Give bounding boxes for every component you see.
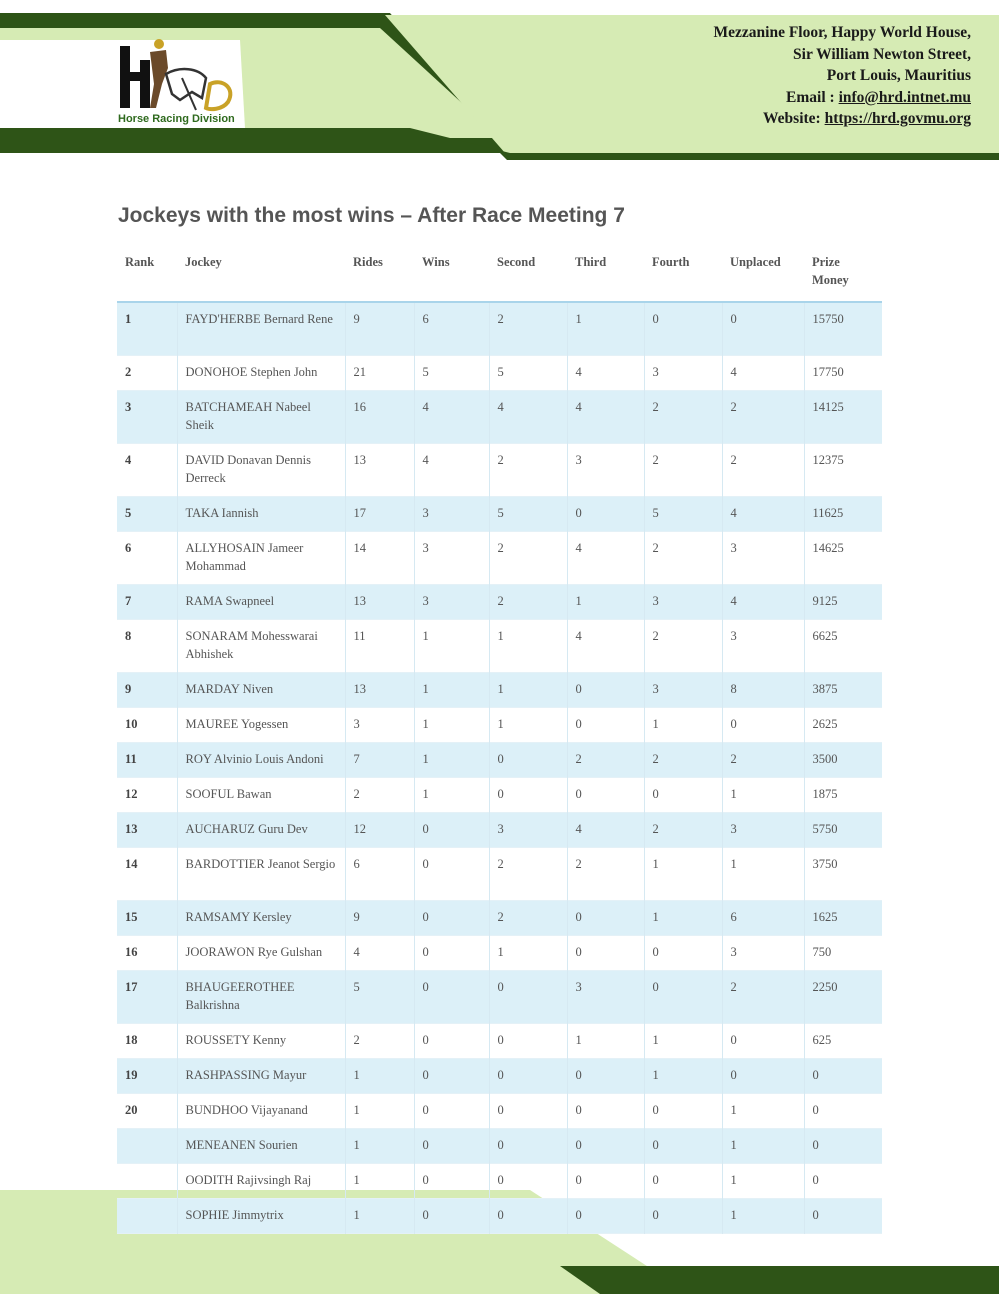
rank-cell: 16 (125, 944, 138, 959)
wins-cell: 1 (414, 672, 489, 707)
table-row (117, 900, 882, 935)
third-cell: 4 (567, 812, 644, 847)
jockey-cell: RAMA Swapneel (177, 584, 345, 619)
third-cell: 0 (567, 1163, 644, 1198)
table-row (117, 742, 882, 777)
rides-cell: 13 (345, 584, 414, 619)
wins-cell: 0 (414, 812, 489, 847)
rides-cell: 2 (345, 777, 414, 812)
third-cell: 1 (567, 584, 644, 619)
unplaced-cell: 4 (722, 496, 804, 531)
rank-cell (117, 1198, 177, 1233)
jockey-cell: DONOHOE Stephen John (177, 355, 345, 390)
prize-money-cell: 625 (804, 1023, 882, 1058)
unplaced-cell: 1 (722, 847, 804, 900)
prize-money-cell: 5750 (804, 812, 882, 847)
address-line: Port Louis, Mauritius (826, 67, 971, 84)
unplaced-cell: 1 (722, 1093, 804, 1128)
prize-money-cell: 3875 (804, 672, 882, 707)
website-line (714, 108, 971, 130)
unplaced-cell: 1 (722, 1198, 804, 1233)
table-row (117, 443, 882, 496)
table-row (117, 970, 882, 1023)
column-header-second: Second (489, 245, 567, 302)
third-cell: 0 (567, 900, 644, 935)
rides-cell: 11 (345, 619, 414, 672)
unplaced-cell: 2 (722, 742, 804, 777)
third-cell: 2 (567, 847, 644, 900)
wins-cell: 1 (414, 619, 489, 672)
email-link[interactable]: info@hrd.intnet.mu (838, 88, 971, 106)
prize-money-cell: 2250 (804, 970, 882, 1023)
wins-cell: 0 (414, 1163, 489, 1198)
table-row (117, 1198, 882, 1233)
header-right-dark-strip (500, 153, 999, 160)
rides-cell: 5 (345, 970, 414, 1023)
unplaced-cell: 0 (722, 302, 804, 355)
fourth-cell: 2 (644, 390, 722, 443)
third-cell: 0 (567, 1093, 644, 1128)
table-row (117, 1093, 882, 1128)
rides-cell: 3 (345, 707, 414, 742)
fourth-cell: 0 (644, 777, 722, 812)
rank-cell: 8 (125, 628, 132, 643)
address-line: Sir William Newton Street, (793, 45, 971, 63)
jockey-results-table (117, 245, 882, 1234)
column-header-jockey: Jockey (177, 245, 345, 302)
page-title: Jockeys with the most wins – After Race Meeting 7 (118, 204, 625, 227)
prize-money-cell: 2625 (804, 707, 882, 742)
second-cell: 2 (489, 900, 567, 935)
rank-cell: 1 (117, 302, 177, 355)
second-cell: 2 (489, 847, 567, 900)
prize-money-cell: 0 (804, 1163, 882, 1198)
rank-cell: 14 (125, 856, 138, 871)
rank-cell: 4 (125, 452, 132, 467)
third-cell: 0 (567, 935, 644, 970)
column-header-unplaced: Unplaced (722, 245, 804, 302)
wins-cell: 3 (414, 584, 489, 619)
third-cell: 4 (567, 390, 644, 443)
table-row (117, 935, 882, 970)
fourth-cell: 1 (644, 707, 722, 742)
third-cell: 1 (567, 1023, 644, 1058)
unplaced-cell: 3 (722, 812, 804, 847)
jockey-cell: SOOFUL Bawan (177, 777, 345, 812)
rank-cell: 15 (117, 900, 177, 935)
wins-cell: 0 (414, 900, 489, 935)
column-header-rides: Rides (345, 245, 414, 302)
second-cell: 5 (489, 496, 567, 531)
second-cell: 3 (489, 812, 567, 847)
jockey-cell: BARDOTTIER Jeanot Sergio (177, 847, 345, 900)
third-cell: 2 (567, 742, 644, 777)
prize-money-cell: 6625 (804, 619, 882, 672)
unplaced-cell: 4 (722, 584, 804, 619)
jockey-cell: JOORAWON Rye Gulshan (177, 935, 345, 970)
unplaced-cell: 1 (722, 1163, 804, 1198)
table-row (117, 672, 882, 707)
second-cell: 0 (489, 777, 567, 812)
wins-cell: 0 (414, 1198, 489, 1233)
prize-money-cell: 14625 (804, 531, 882, 584)
table-row (117, 355, 882, 390)
rides-cell: 14 (345, 531, 414, 584)
unplaced-cell: 0 (722, 707, 804, 742)
address-line: Mezzanine Floor, Happy World House, (713, 24, 971, 41)
jockey-cell: RASHPASSING Mayur (177, 1058, 345, 1093)
rank-cell (117, 1163, 177, 1198)
table-row (117, 619, 882, 672)
second-cell: 1 (489, 707, 567, 742)
wins-cell: 0 (414, 1093, 489, 1128)
wins-cell: 0 (414, 1058, 489, 1093)
prize-money-cell: 3500 (804, 742, 882, 777)
second-cell: 1 (489, 672, 567, 707)
jockey-cell: DAVID Donavan Dennis Derreck (177, 443, 345, 496)
second-cell: 2 (489, 443, 567, 496)
second-cell: 2 (489, 302, 567, 355)
wins-cell: 6 (414, 302, 489, 355)
rides-cell: 2 (345, 1023, 414, 1058)
wins-cell: 1 (414, 777, 489, 812)
rank-cell: 20 (125, 1102, 138, 1117)
table-row (117, 1163, 882, 1198)
third-cell: 0 (567, 1198, 644, 1233)
rides-cell: 1 (345, 1093, 414, 1128)
prize-money-cell: 9125 (804, 584, 882, 619)
prize-money-cell: 0 (804, 1198, 882, 1233)
rank-cell (117, 1128, 177, 1163)
third-cell: 3 (567, 443, 644, 496)
fourth-cell: 2 (644, 531, 722, 584)
column-header-prize-money: Prize Money (804, 245, 882, 302)
wins-cell: 4 (414, 390, 489, 443)
prize-money-cell: 0 (804, 1058, 882, 1093)
fourth-cell: 0 (644, 1163, 722, 1198)
unplaced-cell: 0 (722, 1058, 804, 1093)
unplaced-cell: 0 (722, 1023, 804, 1058)
fourth-cell: 3 (644, 672, 722, 707)
jockey-cell: SONARAM Mohesswarai Abhishek (177, 619, 345, 672)
unplaced-cell: 4 (722, 355, 804, 390)
fourth-cell: 1 (644, 900, 722, 935)
jockey-cell: RAMSAMY Kersley (177, 900, 345, 935)
rank-cell: 3 (117, 390, 177, 443)
website-link[interactable]: https://hrd.govmu.org (824, 110, 971, 127)
third-cell: 0 (567, 1128, 644, 1163)
footer-dark-band (560, 1266, 999, 1294)
prize-money-cell: 11625 (804, 496, 882, 531)
rides-cell: 12 (345, 812, 414, 847)
rides-cell: 4 (345, 935, 414, 970)
jockey-cell: FAYD'HERBE Bernard Rene (177, 302, 345, 355)
unplaced-cell: 6 (722, 900, 804, 935)
wins-cell: 1 (414, 707, 489, 742)
second-cell: 5 (489, 355, 567, 390)
jockey-cell: ROUSSETY Kenny (177, 1023, 345, 1058)
prize-money-cell: 15750 (804, 302, 882, 355)
fourth-cell: 3 (644, 355, 722, 390)
jockey-cell: TAKA Iannish (177, 496, 345, 531)
jockey-cell: MARDAY Niven (177, 672, 345, 707)
column-header-third: Third (567, 245, 644, 302)
jockey-cell: AUCHARUZ Guru Dev (177, 812, 345, 847)
third-cell: 4 (567, 355, 644, 390)
column-header-wins: Wins (414, 245, 489, 302)
rides-cell: 1 (345, 1128, 414, 1163)
rides-cell: 17 (345, 496, 414, 531)
jockey-cell: BUNDHOO Vijayanand (177, 1093, 345, 1128)
second-cell: 0 (489, 1058, 567, 1093)
jockey-cell: BHAUGEEROTHEE Balkrishna (177, 970, 345, 1023)
third-cell: 4 (567, 619, 644, 672)
unplaced-cell: 2 (722, 390, 804, 443)
table-row (117, 707, 882, 742)
table-row (117, 390, 882, 443)
third-cell: 0 (567, 672, 644, 707)
email-label: Email : (786, 88, 839, 106)
second-cell: 4 (489, 390, 567, 443)
contact-block (714, 22, 971, 130)
wins-cell: 0 (414, 935, 489, 970)
rank-cell: 10 (125, 716, 138, 731)
table-row (117, 496, 882, 531)
second-cell: 0 (489, 1128, 567, 1163)
second-cell: 0 (489, 970, 567, 1023)
rides-cell: 7 (345, 742, 414, 777)
wins-cell: 1 (414, 742, 489, 777)
rides-cell: 9 (345, 302, 414, 355)
jockey-cell: BATCHAMEAH Nabeel Sheik (177, 390, 345, 443)
rides-cell: 9 (345, 900, 414, 935)
unplaced-cell: 8 (722, 672, 804, 707)
wins-cell: 3 (414, 531, 489, 584)
wins-cell: 5 (414, 355, 489, 390)
unplaced-cell: 3 (722, 531, 804, 584)
unplaced-cell: 1 (722, 777, 804, 812)
prize-money-cell: 0 (804, 1128, 882, 1163)
rides-cell: 6 (345, 847, 414, 900)
rank-cell: 5 (117, 496, 177, 531)
rank-cell: 18 (125, 1032, 138, 1047)
fourth-cell: 2 (644, 443, 722, 496)
table-row (117, 531, 882, 584)
third-cell: 0 (567, 777, 644, 812)
column-header-rank: Rank (117, 245, 177, 302)
fourth-cell: 2 (644, 812, 722, 847)
rides-cell: 1 (345, 1198, 414, 1233)
rides-cell: 21 (345, 355, 414, 390)
rides-cell: 1 (345, 1058, 414, 1093)
fourth-cell: 5 (644, 496, 722, 531)
rank-cell: 6 (125, 540, 132, 555)
table-row (117, 812, 882, 847)
second-cell: 0 (489, 1163, 567, 1198)
rank-cell: 17 (117, 970, 177, 1023)
jockey-cell: MAUREE Yogessen (177, 707, 345, 742)
third-cell: 1 (567, 302, 644, 355)
rides-cell: 16 (345, 390, 414, 443)
rides-cell: 1 (345, 1163, 414, 1198)
prize-money-cell: 750 (804, 935, 882, 970)
second-cell: 2 (489, 584, 567, 619)
third-cell: 4 (567, 531, 644, 584)
jockey-cell: ALLYHOSAIN Jameer Mohammad (177, 531, 345, 584)
third-cell: 0 (567, 707, 644, 742)
unplaced-cell: 2 (722, 443, 804, 496)
rides-cell: 13 (345, 672, 414, 707)
second-cell: 0 (489, 1023, 567, 1058)
second-cell: 0 (489, 1093, 567, 1128)
website-label: Website: (763, 110, 825, 127)
table-row (117, 584, 882, 619)
table-row (117, 1023, 882, 1058)
wins-cell: 0 (414, 1128, 489, 1163)
second-cell: 0 (489, 1198, 567, 1233)
fourth-cell: 2 (644, 619, 722, 672)
wins-cell: 0 (414, 1023, 489, 1058)
table-header-row (117, 245, 882, 302)
prize-money-cell: 1625 (804, 900, 882, 935)
fourth-cell: 0 (644, 1093, 722, 1128)
wins-cell: 0 (414, 970, 489, 1023)
unplaced-cell: 2 (722, 970, 804, 1023)
wins-cell: 0 (414, 847, 489, 900)
second-cell: 2 (489, 531, 567, 584)
table-row (117, 302, 882, 355)
fourth-cell: 0 (644, 1198, 722, 1233)
wins-cell: 4 (414, 443, 489, 496)
prize-money-cell: 17750 (804, 355, 882, 390)
third-cell: 3 (567, 970, 644, 1023)
rank-cell: 19 (117, 1058, 177, 1093)
fourth-cell: 0 (644, 302, 722, 355)
rank-cell: 13 (117, 812, 177, 847)
second-cell: 1 (489, 619, 567, 672)
wins-cell: 3 (414, 496, 489, 531)
fourth-cell: 1 (644, 1058, 722, 1093)
rank-cell: 7 (117, 584, 177, 619)
fourth-cell: 2 (644, 742, 722, 777)
unplaced-cell: 3 (722, 935, 804, 970)
rank-cell: 12 (125, 786, 138, 801)
rides-cell: 13 (345, 443, 414, 496)
jockey-cell: OODITH Rajivsingh Raj (177, 1163, 345, 1198)
prize-money-cell: 3750 (804, 847, 882, 900)
rank-cell: 2 (125, 364, 132, 379)
fourth-cell: 3 (644, 584, 722, 619)
prize-money-cell: 14125 (804, 390, 882, 443)
table-row (117, 847, 882, 900)
table-row (117, 777, 882, 812)
table-row (117, 1058, 882, 1093)
column-header-fourth: Fourth (644, 245, 722, 302)
jockey-cell: SOPHIE Jimmytrix (177, 1198, 345, 1233)
prize-money-cell: 0 (804, 1093, 882, 1128)
second-cell: 1 (489, 935, 567, 970)
third-cell: 0 (567, 1058, 644, 1093)
third-cell: 0 (567, 496, 644, 531)
jockey-cell: MENEANEN Sourien (177, 1128, 345, 1163)
fourth-cell: 0 (644, 970, 722, 1023)
second-cell: 0 (489, 742, 567, 777)
prize-money-cell: 12375 (804, 443, 882, 496)
fourth-cell: 1 (644, 1023, 722, 1058)
unplaced-cell: 1 (722, 1128, 804, 1163)
rank-cell: 11 (117, 742, 177, 777)
fourth-cell: 0 (644, 935, 722, 970)
rank-cell: 9 (117, 672, 177, 707)
unplaced-cell: 3 (722, 619, 804, 672)
logo-caption: Horse Racing Division (118, 113, 235, 125)
email-line (714, 87, 971, 109)
fourth-cell: 1 (644, 847, 722, 900)
table-row (117, 1128, 882, 1163)
fourth-cell: 0 (644, 1128, 722, 1163)
prize-money-cell: 1875 (804, 777, 882, 812)
jockey-cell: ROY Alvinio Louis Andoni (177, 742, 345, 777)
